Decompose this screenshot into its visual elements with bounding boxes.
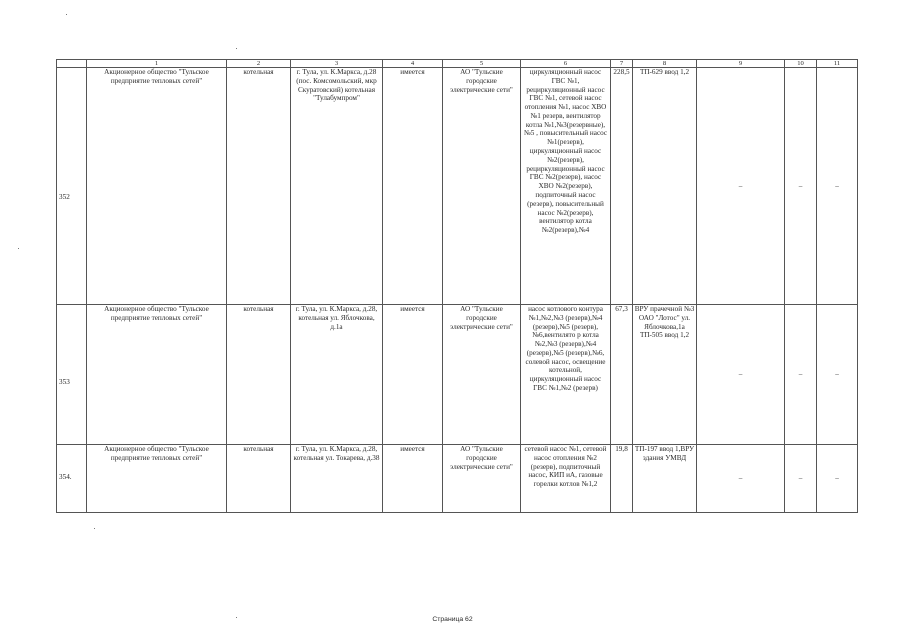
row-number: 352 <box>57 68 87 305</box>
equipment-cell: насос котлового контура №1,№2,№3 (резерв),№4 (резерв),№5 (резерв),№6,вентилято р котла №2,№3 (резерв),№4 (резерв),№5 (резерв),№6, солевой насос, освещение котельной, циркуляционный насос ГВС №1,№2 (резерв) <box>521 305 611 445</box>
header-cell-4: 4 <box>383 60 443 68</box>
load-cell: 19,8 <box>611 445 633 513</box>
col9-cell: – <box>697 305 785 445</box>
header-cell-8: 8 <box>633 60 697 68</box>
load-cell: 228,5 <box>611 68 633 305</box>
network-company-cell: АО "Тульские городские электрические сети" <box>443 445 521 513</box>
power-source-cell: ВРУ прачечной №3 ОАО "Лотос" ул. Яблочкова,1а ТП-505 ввод 1,2 <box>633 305 697 445</box>
col11-cell: – <box>817 68 858 305</box>
status-cell: имеется <box>383 305 443 445</box>
address-cell: г. Тула, ул. К.Маркса, д.28, котельная ул. Токарева, д.38 <box>291 445 383 513</box>
table-row <box>57 68 858 305</box>
table-row <box>57 305 858 445</box>
equipment-cell: циркуляционный насос ГВС №1, рециркуляционный насос ГВС №1, сетевой насос отопления №1, насос ХВО №1 резерв, вентилятор котла №1,№3(резервные),№5 , повысительный насос №1(резерв), циркуляционный насос №2(резерв), рециркуляционный насос ГВС №2(резерв), насос ХВО №2(резерв), подпиточный насос (резерв), повысительный насос №2(резерв), вентилятор котла №2(резерв),№4 <box>521 68 611 305</box>
scan-speck <box>18 248 19 249</box>
network-company-cell: АО "Тульские городские электрические сети" <box>443 305 521 445</box>
load-cell: 67,3 <box>611 305 633 445</box>
col9-cell: – <box>697 445 785 513</box>
scan-speck <box>236 48 237 49</box>
header-cell-2: 2 <box>227 60 291 68</box>
col9-cell: – <box>697 68 785 305</box>
header-cell-blank <box>57 60 87 68</box>
header-cell-9: 9 <box>697 60 785 68</box>
object-type-cell: котельная <box>227 68 291 305</box>
col10-cell: – <box>785 305 817 445</box>
power-source-cell: ТП-197 ввод 1,ВРУ здания УМВД <box>633 445 697 513</box>
header-cell-11: 11 <box>817 60 858 68</box>
column-number-row <box>57 60 858 68</box>
object-type-cell: котельная <box>227 445 291 513</box>
owner-cell: Акционерное общество "Тульское предприятие тепловых сетей" <box>87 445 227 513</box>
owner-cell: Акционерное общество "Тульское предприятие тепловых сетей" <box>87 305 227 445</box>
object-type-cell: котельная <box>227 305 291 445</box>
header-cell-5: 5 <box>443 60 521 68</box>
register-table <box>56 59 858 513</box>
page-footer: Страница 62 <box>432 616 473 623</box>
network-company-cell: АО "Тульские городские электрические сети" <box>443 68 521 305</box>
equipment-cell: сетевой насос №1, сетевой насос отопления №2 (резерв), подпиточный насос, КИП иА, газовые горелки котлов №1,2 <box>521 445 611 513</box>
status-cell: имеется <box>383 445 443 513</box>
header-cell-1: 1 <box>87 60 227 68</box>
address-cell: г. Тула, ул. К.Маркса, д.28 (пос. Комсомольский, мкр Скуратовский) котельная "Тулабумпром" <box>291 68 383 305</box>
address-cell: г. Тула, ул. К.Маркса, д.28, котельная ул. Яблочкова, д.1а <box>291 305 383 445</box>
row-number: 353 <box>57 305 87 445</box>
header-cell-7: 7 <box>611 60 633 68</box>
status-cell: имеется <box>383 68 443 305</box>
table-row <box>57 445 858 513</box>
scan-speck <box>94 528 95 529</box>
header-cell-3: 3 <box>291 60 383 68</box>
owner-cell: Акционерное общество "Тульское предприятие тепловых сетей" <box>87 68 227 305</box>
col10-cell: – <box>785 68 817 305</box>
header-cell-6: 6 <box>521 60 611 68</box>
col10-cell: – <box>785 445 817 513</box>
scan-speck <box>66 14 67 15</box>
power-source-cell: ТП-629 ввод 1,2 <box>633 68 697 305</box>
row-number: 354. <box>57 445 87 513</box>
col11-cell: – <box>817 445 858 513</box>
header-cell-10: 10 <box>785 60 817 68</box>
col11-cell: – <box>817 305 858 445</box>
